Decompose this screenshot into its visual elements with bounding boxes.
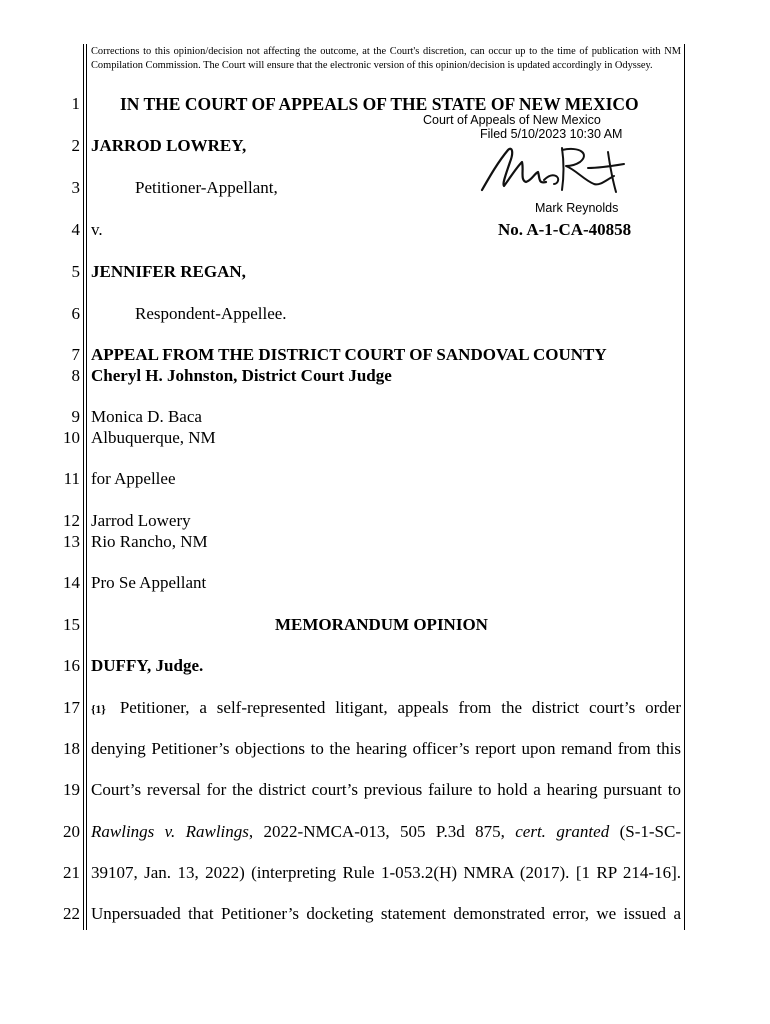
body-line: Unpersuaded that Petitioner’s docketing statement demonstrated error, we issued a: [91, 904, 681, 923]
line-number: 22: [63, 904, 80, 923]
left-margin-rule: [83, 44, 84, 930]
case-number: No. A-1-CA-40858: [498, 220, 632, 239]
stamp-filed: Filed 5/10/2023 10:30 AM: [480, 127, 623, 141]
line-number: 3: [71, 178, 80, 197]
stamp-court: Court of Appeals of New Mexico: [423, 113, 601, 127]
body-line: [91, 698, 681, 720]
district-judge: Cheryl H. Johnston, District Court Judge: [91, 366, 392, 385]
petitioner-role: Petitioner-Appellant,: [135, 178, 278, 197]
petitioner-name: JARROD LOWREY,: [91, 136, 247, 155]
respondent-name: JENNIFER REGAN,: [91, 262, 246, 281]
paragraph-marker: {1}: [91, 704, 106, 716]
body-text: (S-1-SC-: [609, 822, 681, 841]
appellee-label: for Appellee: [91, 469, 176, 488]
line-number: 14: [63, 573, 80, 592]
line-number: 20: [63, 822, 80, 841]
line-number: 11: [63, 469, 80, 488]
line-number: 16: [63, 656, 80, 675]
appellant-label: Pro Se Appellant: [91, 573, 207, 592]
court-title: IN THE COURT OF APPEALS OF THE STATE OF NEW MEXICO: [120, 94, 639, 114]
body-line: denying Petitioner’s objections to the hearing officer’s report upon remand from this: [91, 739, 681, 758]
line-number: 6: [71, 304, 80, 323]
case-citation: Rawlings v. Rawlings: [91, 822, 249, 841]
handwritten-signature: [476, 140, 628, 204]
appellant-city: Rio Rancho, NM: [91, 532, 208, 551]
line-number: 5: [71, 262, 80, 281]
body-line: [91, 822, 681, 842]
appeal-from: APPEAL FROM THE DISTRICT COURT OF SANDOVAL COUNTY: [91, 345, 607, 364]
body-text: , 2022-NMCA-013, 505 P.3d 875,: [248, 822, 516, 841]
stamp-signer: Mark Reynolds: [535, 201, 619, 215]
versus: v.: [91, 220, 103, 239]
right-margin-rule: [684, 44, 685, 930]
author-line: DUFFY, Judge.: [91, 656, 204, 675]
line-number: 19: [63, 780, 80, 799]
appellee-counsel-name: Monica D. Baca: [91, 407, 202, 426]
line-number: 4: [71, 220, 80, 239]
body-text: Petitioner, a self-represented litigant, appeals from the district court’s order: [119, 698, 681, 717]
cert-granted: cert. granted: [515, 822, 610, 841]
corrections-notice: Corrections to this opinion/decision not affecting the outcome, at the Court's discretion, can occur up to the time of publication with NM Compilation Commission. The Court will ensure that the electronic version of this opinion/decision is updated accordingly in Odyssey.: [91, 46, 681, 71]
line-number: 12: [63, 511, 80, 530]
left-margin-rule-inner: [86, 44, 87, 930]
line-number: 17: [63, 698, 80, 717]
line-number: 9: [71, 407, 80, 426]
line-number: 15: [63, 615, 80, 634]
line-number: 1: [71, 94, 80, 113]
line-number: 7: [71, 345, 80, 364]
line-number: 21: [63, 863, 80, 882]
line-number: 13: [63, 532, 80, 551]
opinion-heading: MEMORANDUM OPINION: [275, 615, 488, 634]
body-line: 39107, Jan. 13, 2022) (interpreting Rule 1-053.2(H) NMRA (2017). [1 RP 214-16].: [91, 863, 681, 882]
line-number: 18: [63, 739, 80, 758]
respondent-role: Respondent-Appellee.: [135, 304, 287, 323]
line-number: 2: [71, 136, 80, 155]
line-number: 8: [71, 366, 80, 385]
body-line: Court’s reversal for the district court’s previous failure to hold a hearing pursuant to: [91, 780, 681, 799]
appellant-name: Jarrod Lowery: [91, 511, 191, 530]
line-number: 10: [63, 428, 80, 447]
appellee-counsel-city: Albuquerque, NM: [91, 428, 216, 447]
